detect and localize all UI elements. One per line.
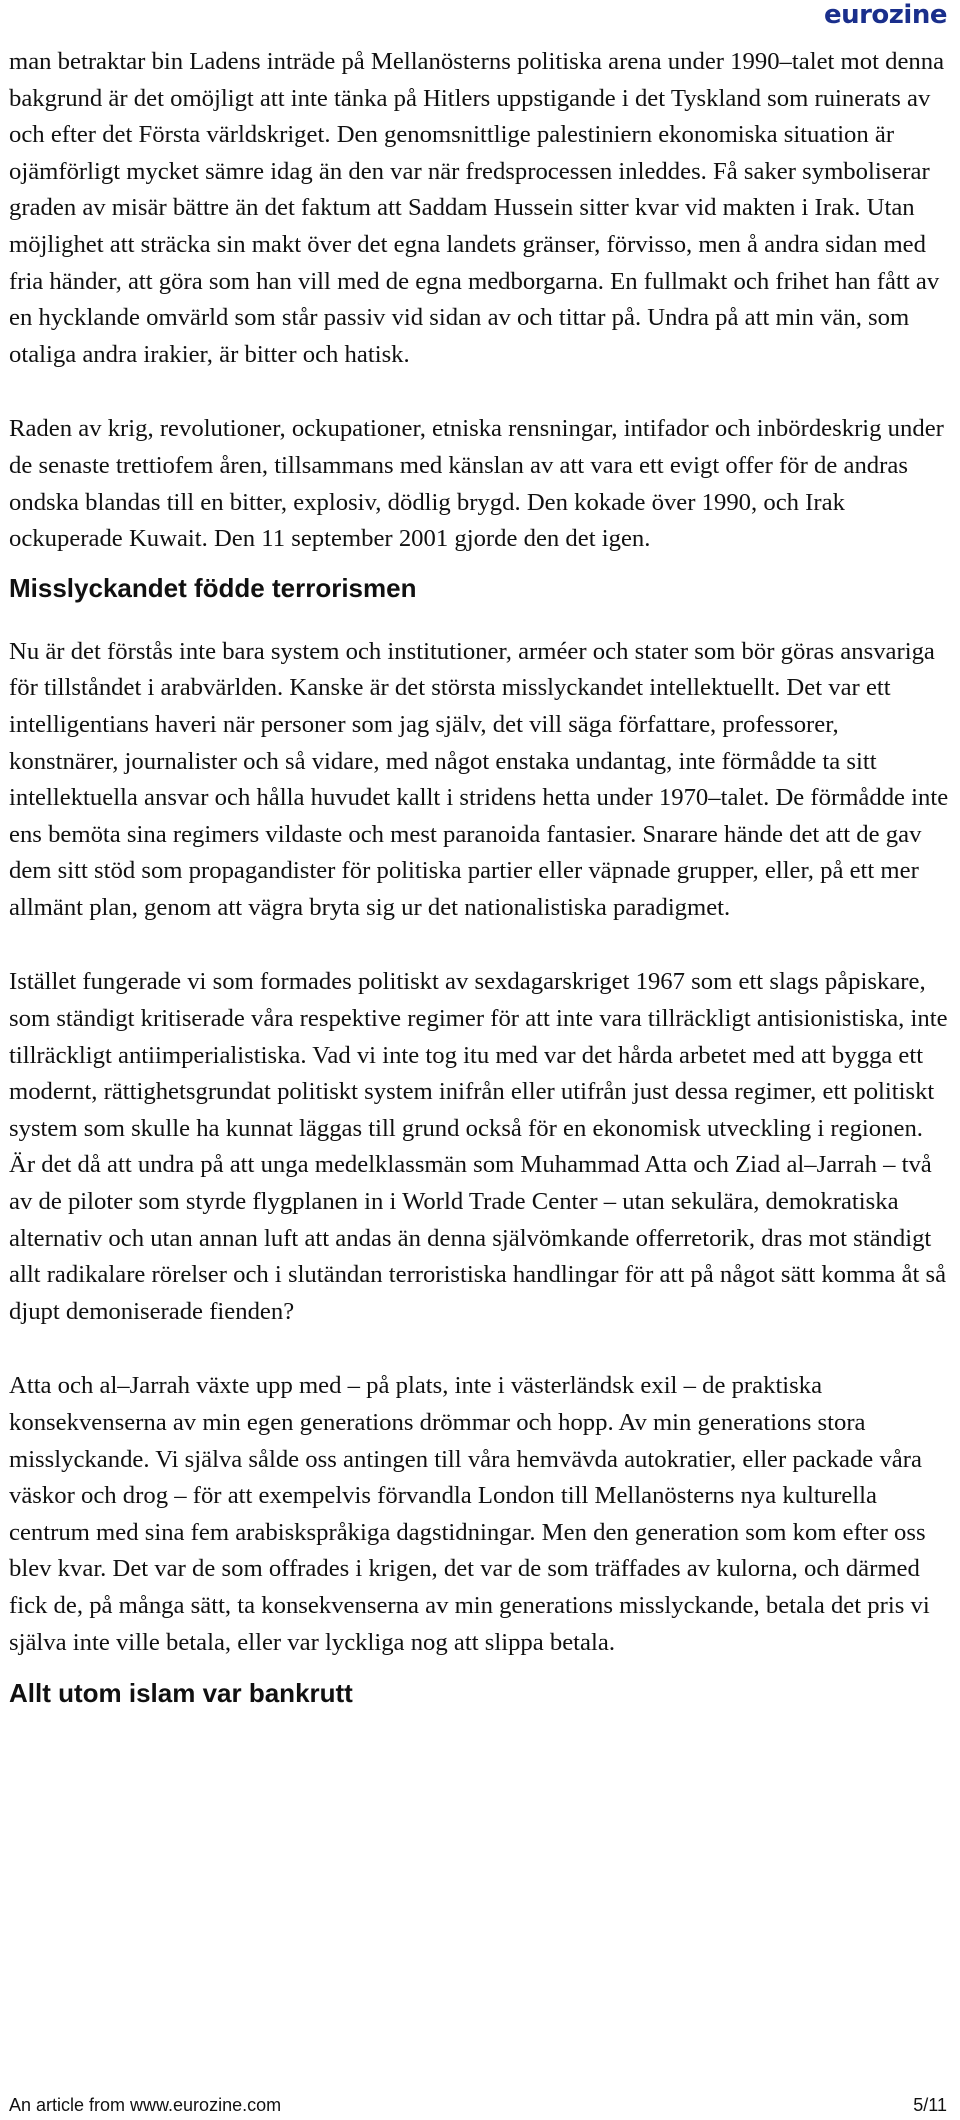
- paragraph-gap: [9, 926, 954, 964]
- page-footer: [9, 2094, 947, 2116]
- paragraph-3: Nu är det förstås inte bara system och institutioner, arméer och stater som bör göras ansvariga för tillståndet i arabvärlden. Kanske är det största misslyckandet intellektuellt. Det var ett intelligentians haveri när personer som jag själv, det vill säga författare, professorer, konstnärer, journalister och så vidare, med något enstaka undantag, inte förmådde ta sitt intellektuella ansvar och hålla huvudet kallt i stridens hetta under 1970–talet. De förmådde inte ens bemöta sina regimers vildaste och mest paranoida fantasier. Snarare hände det att de gav dem sitt stöd som propagandister för politiska partier eller väpnade grupper, eller, på ett mer allmänt plan, genom att vägra bryta sig ur det nationalistiska paradigmet.: [9, 637, 949, 921]
- paragraph-1: man betraktar bin Ladens inträde på Mellanösterns politiska arena under 1990–talet mot denna bakgrund är det omöjligt att inte tänka på Hitlers uppstigande i det Tyskland som ruinerats av och efter det Första världskriget. Den genomsnittlige palestiniern ekonomiska situation är ojämförligt mycket sämre idag än den var när fredsprocessen inleddes. Få saker symboliserar graden av misär bättre än det faktum att Saddam Hussein sitter kvar vid makten i Irak. Utan möjlighet att sträcka sin makt över det egna landets gränser, förvisso, men å andra sidan med fria händer, att göra som han vill med de egna medborgarna. En fullmakt och frihet han fått av en hycklande omvärld som står passiv vid sidan av och tittar på. Undra på att min vän, som otaliga andra irakier, är bitter och hatisk.: [9, 48, 945, 368]
- footer-source: An article from www.eurozine.com: [9, 2095, 282, 2115]
- section-heading-1: Misslyckandet födde terrorismen: [9, 572, 417, 603]
- section-heading-2: Allt utom islam var bankrutt: [9, 1678, 353, 1709]
- logo-text: eurozine: [823, 0, 947, 30]
- article-body: [9, 44, 954, 1711]
- eurozine-logo: [824, 2, 947, 28]
- paragraph-2: Raden av krig, revolutioner, ockupationer, etniska rensningar, intifador och inbördeskrig under de senaste trettiofem åren, tillsammans med känslan av att vara ett evigt offer för de andras ondska blandas till en bitter, explosiv, dödlig brygd. Den kokade över 1990, och Irak ockuperade Kuwait. Den 11 september 2001 gjorde den det igen.: [9, 415, 944, 553]
- page-number: 5/11: [913, 2095, 947, 2115]
- paragraph-gap: [9, 1330, 954, 1368]
- paragraph-5: Atta och al–Jarrah växte upp med – på plats, inte i västerländsk exil – de praktiska konsekvenserna av min egen generations drömmar och hopp. Av min generations stora misslyckande. Vi själva sålde oss antingen till våra hemvävda autokratier, eller packade våra väskor och drog – för att exempelvis förvandla London till Mellanösterns nya kulturella centrum med sina fem arabiskspråkiga dagstidningar. Men den generation som kom efter oss blev kvar. Det var de som offrades i krigen, det var de som träffades av kulorna, och därmed fick de, på många sätt, ta konsekvenserna av min generations misslyckande, betala det pris vi själva inte ville betala, eller var lyckliga nog att slippa betala.: [9, 1372, 930, 1656]
- paragraph-4: Istället fungerade vi som formades politiskt av sexdagarskriget 1967 som ett slags påpiskare, som ständigt kritiserade våra respektive regimer för att inte vara tillräckligt antisionistiska, inte tillräckligt antiimperialistiska. Vad vi inte tog itu med var det hårda arbetet med att bygga ett modernt, rättighetsgrundat politiskt system inifrån eller utifrån just dessa regimer, ett politiskt system som skulle ha kunnat läggas till grund också för en ekonomisk utveckling i regionen. Är det då att undra på att unga medelklassmän som Muhammad Atta och Ziad al–Jarrah – två av de piloter som styrde flygplanen in i World Trade Center – utan sekulära, demokratiska alternativ och utan annan luft att andas än denna självömkande offerretorik, dras mot ständigt allt radikalare rörelser och i slutändan terroristiska handlingar för att på något sätt komma åt så djupt demoniserade fienden?: [9, 968, 948, 1325]
- paragraph-gap: [9, 373, 954, 411]
